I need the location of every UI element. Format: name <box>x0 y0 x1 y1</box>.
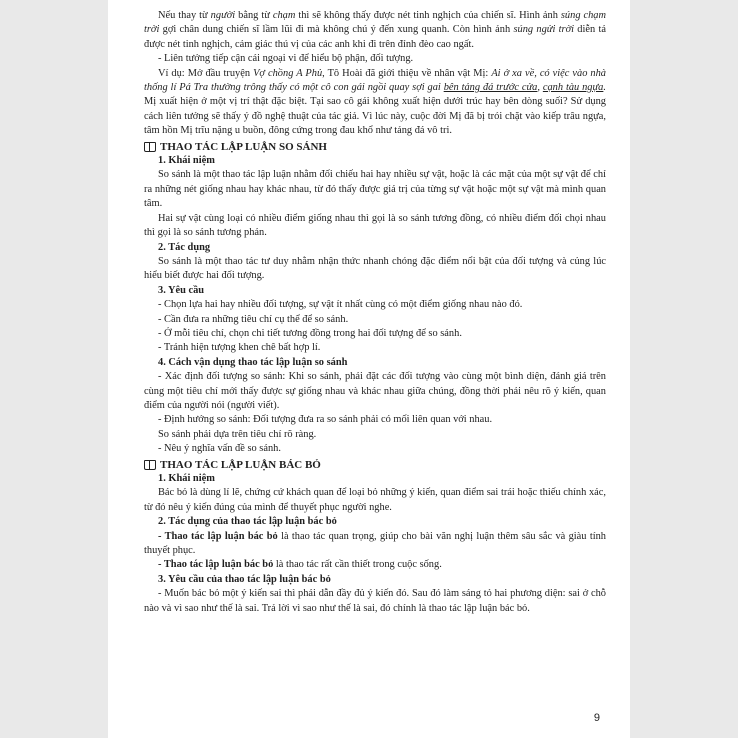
subheading: 4. Cách vận dụng thao tác lập luận so sánh <box>158 356 348 368</box>
list-item: - Ở mỗi tiêu chí, chọn chi tiết tương đồng trong hai đối tượng để so sánh. <box>158 327 462 339</box>
subheading: 1. Khái niệm <box>158 155 215 167</box>
subheading: 2. Tác dụng <box>158 241 211 253</box>
section-heading-rebuttal: THAO TÁC LẬP LUẬN BÁC BỎ <box>144 458 606 472</box>
paragraph: Bác bỏ là dùng lí lẽ, chứng cứ khách quan để loại bỏ những ý kiến, quan điểm sai trái hoặc thiếu chính xác, từ đó nêu ý kiến đúng của mình để thuyết phục người nghe. <box>144 487 606 513</box>
paragraph-example: Ví dụ: Mở đầu truyện Vợ chồng A Phủ, Tô Hoài đã giới thiệu về nhân vật Mị: Ai ở xa về, có việc vào nhà thống lí Pá Tra thường trông thấy có một cô con gái ngồi quay sợi gai bên tảng đá trước cửa, cạnh tàu ngựa. Mị xuất hiện ở một vị trí thật đặc biệt. Tại sao cô gái không xuất hiện dưới trúc hay bên dòng suối? Sử dụng cách liên tưởng sẽ thấy ý đồ nghệ thuật của tác giả. Vì lúc này, cuộc đời Mị đã bị trói chặt vào kiếp trâu ngựa, tâm hồn Mị trĩu nặng u buồn, đông cứng trong đau khổ như tảng đá vô tri. <box>144 67 607 137</box>
page-content <box>144 9 606 616</box>
subheading: 3. Yêu cầu của thao tác lập luận bác bỏ <box>158 573 331 585</box>
paragraph: - Liên tưởng tiếp cận cái ngoại vi để hiểu bộ phận, đối tượng. <box>158 53 414 65</box>
page-number: 9 <box>593 712 600 724</box>
document-page <box>108 0 630 738</box>
paragraph: - Xác định đối tượng so sánh: Khi so sánh, phải đặt các đối tượng vào cùng một bình diện, đánh giá trên cùng một tiêu chí mới thấy được sự giống nhau và khác nhau giữa chúng, đồng thời phải nêu rõ ý kiến, quan điểm của người nói (người viết). <box>144 371 606 411</box>
paragraph: So sánh là một thao tác tư duy nhằm nhận thức nhanh chóng đặc điểm nổi bật của đối tượng và củng lúc hiểu biết được hai đối tượng. <box>144 255 606 282</box>
paragraph: So sánh phải dựa trên tiêu chí rõ ràng. <box>158 428 317 440</box>
paragraph: - Nêu ý nghĩa vấn đề so sánh. <box>158 443 281 455</box>
subheading: 1. Khái niệm <box>158 473 215 484</box>
list-item: - Chọn lựa hai hay nhiều đối tượng, sự vật ít nhất cùng có một điểm giống nhau nào đó. <box>158 299 523 311</box>
section-heading-comparison: THAO TÁC LẬP LUẬN SO SÁNH <box>144 140 606 154</box>
paragraph: Nếu thay từ người bằng từ chạm thì sẽ không thấy được nét tinh nghịch của chiến sĩ. Hình ảnh súng chạm trời gợi chân dung chiến sĩ lầm lũi đi mà không chú ý đến xung quanh. Còn hình ảnh súng ngửi trời diễn tả được nét tinh nghịch, cảm giác thú vị của các anh khi đi trên đỉnh đèo cao ngất. <box>144 10 607 50</box>
paragraph: Hai sự vật cùng loại có nhiều điểm giống nhau thì gọi là so sánh tương đồng, có nhiều điểm đối chọi nhau thì gọi là so sánh tương phản. <box>144 212 606 239</box>
subheading: 3. Yêu cầu <box>158 284 205 296</box>
list-item: - Cần đưa ra những tiêu chí cụ thể để so sánh. <box>158 313 349 325</box>
paragraph: - Thao tác lập luận bác bỏ là thao tác quan trọng, giúp cho bài văn nghị luận thêm sâu sắc và giàu tính thuyết phục. <box>144 530 606 557</box>
list-item: - Tránh hiện tượng khen chê bất hợp lí. <box>158 342 321 354</box>
paragraph: - Định hướng so sánh: Đối tượng đưa ra so sánh phải có mối liên quan với nhau. <box>158 414 493 426</box>
paragraph: - Thao tác lập luận bác bỏ là thao tác rất cần thiết trong cuộc sống. <box>158 559 442 571</box>
paragraph: So sánh là một thao tác lập luận nhằm đối chiếu hai hay nhiều sự vật, hoặc là các mặt của một sự vật để chỉ ra những nét giống nhau hay khác nhau, từ đó thấy được giá trị của từng sự vật hoặc một sự vật mà mình quan tâm. <box>144 169 606 210</box>
book-icon <box>144 142 156 151</box>
paragraph: - Muốn bác bỏ một ý kiến sai thì phải dẫn đầy đủ ý kiến đó. Sau đó làm sáng tỏ hai phương diện: sai ở chỗ nào và vì sao như thế là sai. Trả lời vì sao như thế là sai, đó chính là thao tác lập luận bác bỏ. <box>144 588 606 614</box>
subheading: 2. Tác dụng của thao tác lập luận bác bỏ <box>158 516 337 528</box>
book-icon <box>144 460 156 469</box>
